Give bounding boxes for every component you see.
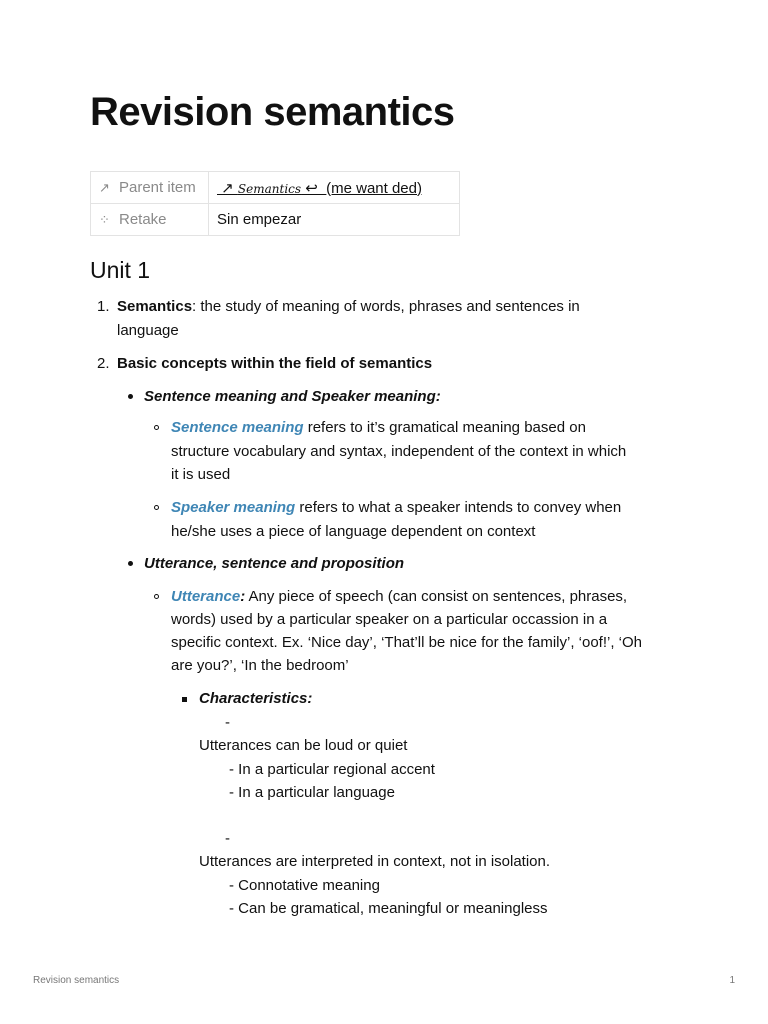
list-item (171, 416, 586, 440)
property-key (91, 172, 209, 204)
text: - In a particular language (229, 784, 395, 801)
dash: - (225, 714, 230, 731)
list-item-cont: language (117, 322, 179, 339)
property-value[interactable]: Sin empezar (209, 204, 460, 236)
term: Semantics (117, 298, 193, 315)
text: Utterances are interpreted in context, not in isolation. (199, 853, 551, 870)
list-item (117, 295, 580, 319)
parent-item-suffix[interactable]: (me want ded) (326, 179, 422, 197)
parent-item-link[interactable]: ↗ Semantics ↩ (me want ded) (217, 179, 422, 197)
text: refers to what a speaker intends to convey when (295, 499, 622, 516)
footer-title: Revision semantics (33, 975, 120, 986)
dash: - (225, 830, 230, 847)
bullet (128, 394, 133, 399)
parent-item-title[interactable]: Semantics (237, 181, 302, 196)
arrow-up-right-icon: ↗ (99, 180, 110, 195)
list-item: Utterance, sentence and proposition (144, 555, 405, 572)
bullet (182, 697, 187, 702)
properties-table (90, 171, 460, 236)
text: are you?’, ‘In the bedroom’ (171, 657, 349, 674)
page-number: 1 (729, 975, 735, 986)
text: refers to it’s gramatical meaning based on (303, 419, 586, 436)
text: words) used by a particular speaker on a particular occassion in a (171, 611, 608, 628)
text: : (240, 588, 246, 605)
text: Utterances can be loud or quiet (199, 737, 408, 754)
property-key-label: Parent item (119, 179, 196, 196)
list-number: 2. (97, 355, 110, 372)
property-row-retake (91, 204, 460, 236)
definition: : the study of meaning of words, phrases and sentences in (192, 298, 580, 315)
list-number: 1. (97, 298, 110, 315)
highlight-term: Utterance (171, 588, 241, 605)
text: - In a particular regional accent (229, 761, 435, 778)
list-item: Sentence meaning and Speaker meaning: (144, 388, 441, 405)
highlight-term: Sentence meaning (171, 419, 304, 436)
text: it is used (171, 466, 231, 483)
text: - Connotative meaning (229, 877, 380, 894)
property-row-parent-item (91, 172, 460, 204)
text: - Can be gramatical, meaningful or meaningless (229, 900, 548, 917)
property-value[interactable] (209, 172, 460, 204)
section-heading: Unit 1 (90, 257, 151, 283)
bullet (154, 594, 159, 599)
highlight-term: Speaker meaning (171, 499, 296, 516)
bullet (154, 505, 159, 510)
text: he/she uses a piece of language dependent on context (171, 523, 536, 540)
property-key (91, 204, 209, 236)
loading-spinner-icon: ⁘ (99, 212, 110, 227)
list-item (171, 496, 621, 520)
page-title: Revision semantics (90, 90, 455, 134)
list-item: Characteristics: (199, 690, 313, 707)
list-item: Basic concepts within the field of semantics (117, 355, 433, 372)
bullet (154, 425, 159, 430)
property-key-label: Retake (119, 211, 167, 228)
text: specific context. Ex. ‘Nice day’, ‘That’ll be nice for the family’, ‘oof!’, ‘Oh (171, 634, 643, 651)
list-item (171, 585, 627, 609)
text: structure vocabulary and syntax, independent of the context in which (171, 443, 627, 460)
bullet (128, 561, 133, 566)
text: Any piece of speech (can consist on sentences, phrases, (245, 588, 628, 605)
